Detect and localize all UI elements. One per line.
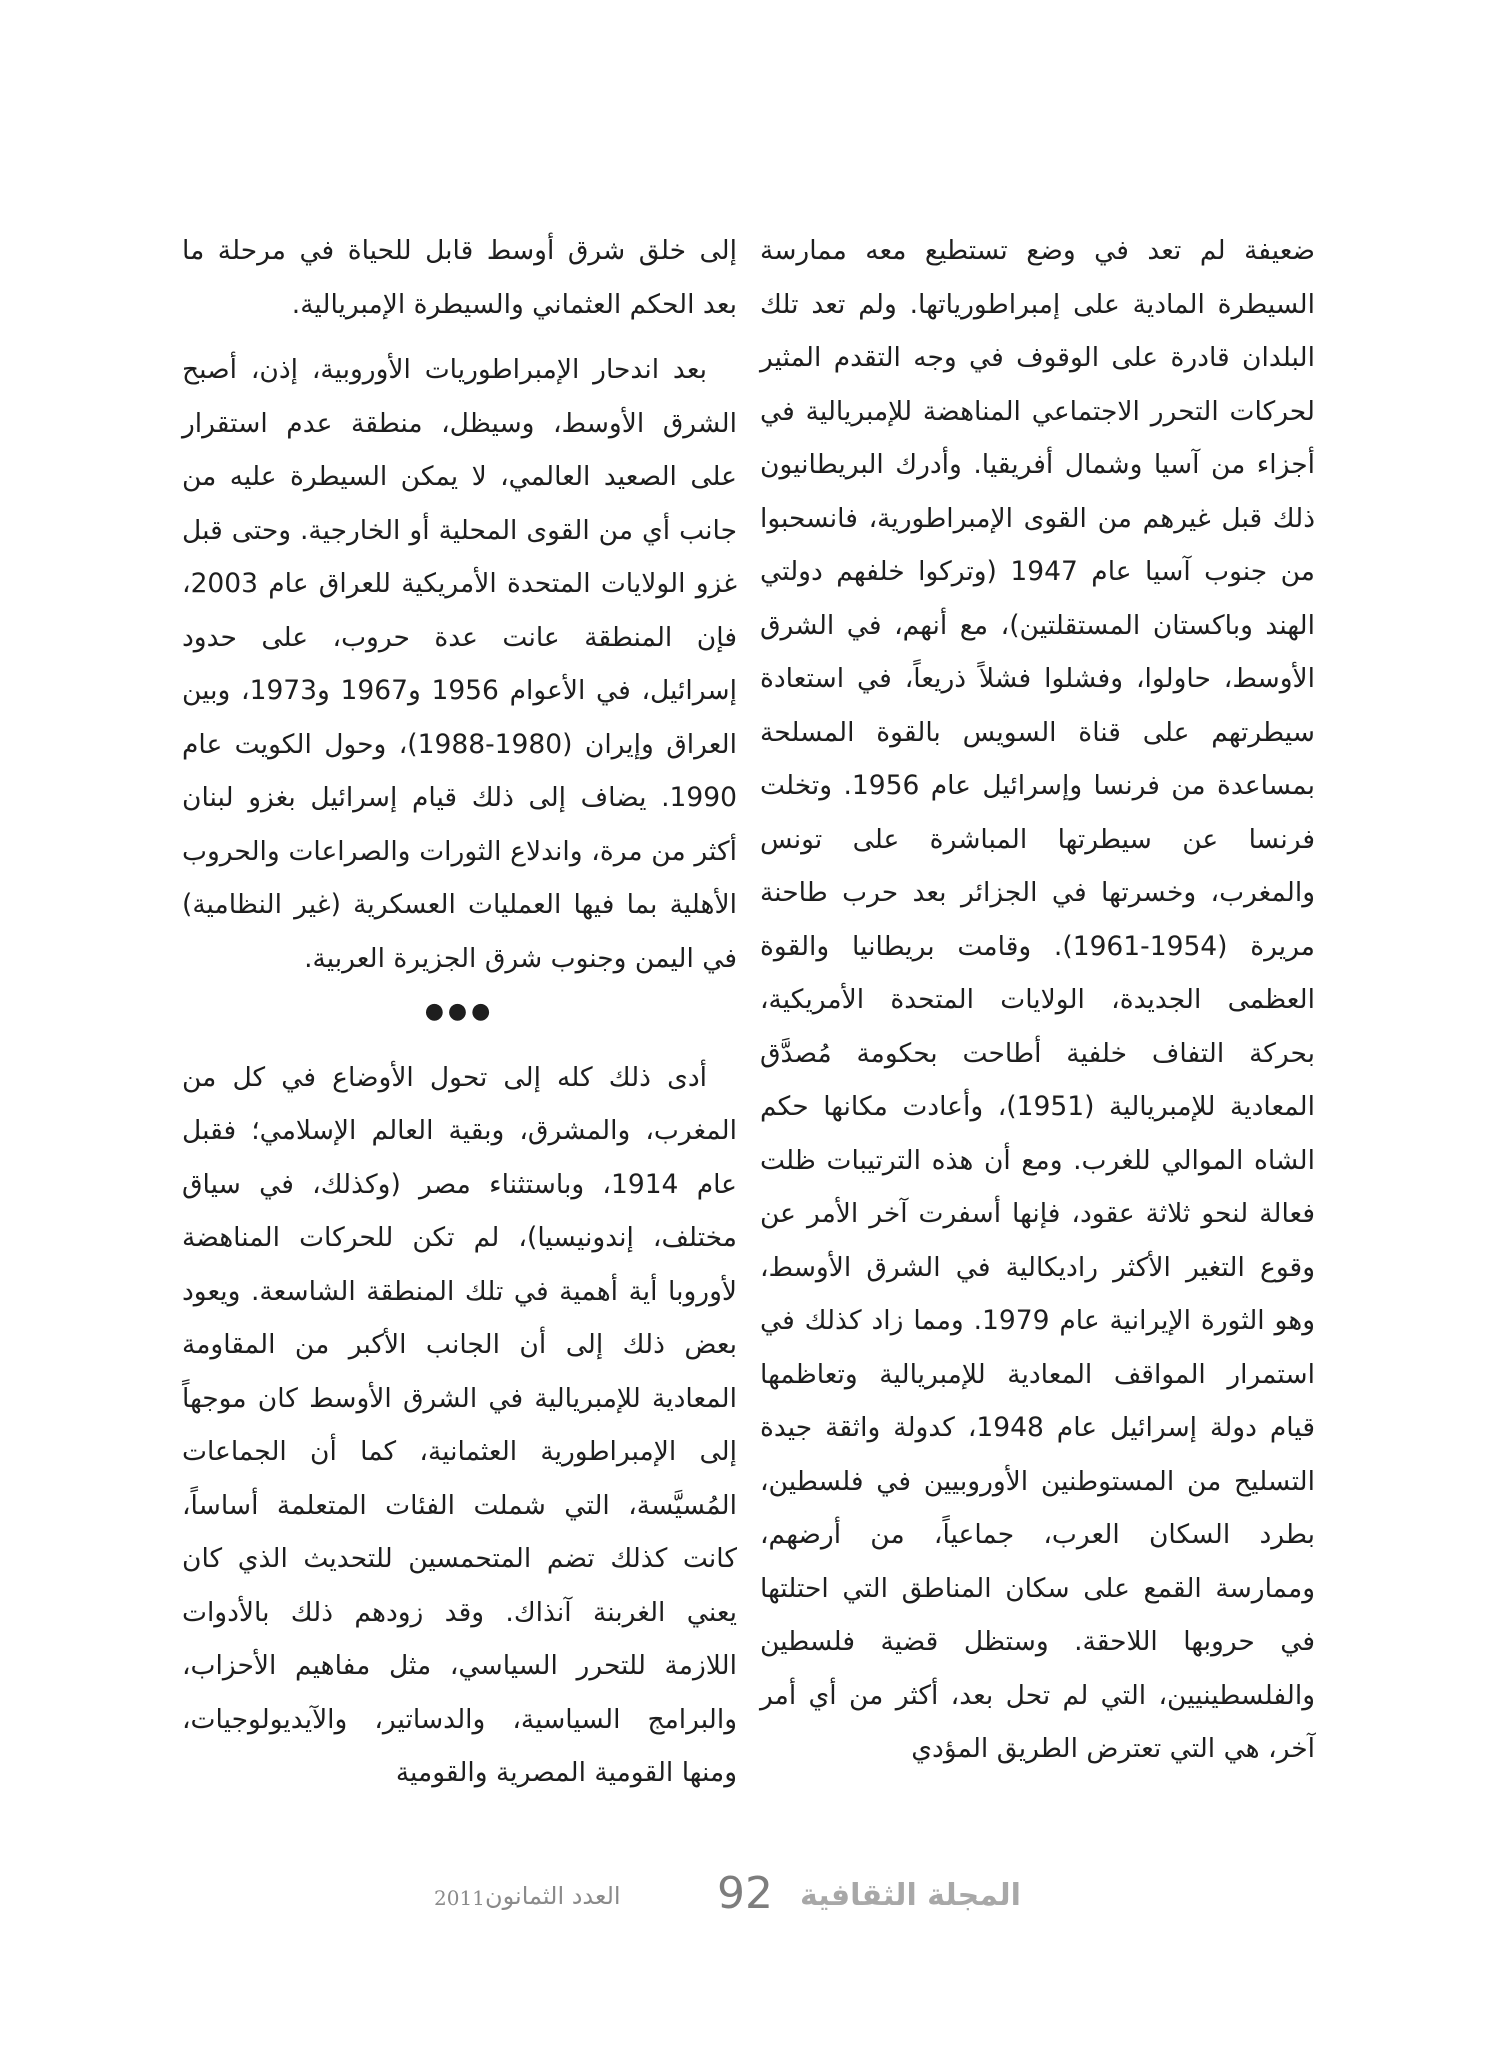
- section-separator: ●●●: [424, 999, 495, 1024]
- page-footer: [0, 1868, 1497, 1919]
- footer-year: 2011: [434, 1886, 485, 1910]
- paragraph: أدى ذلك كله إلى تحول الأوضاع في كل من المغرب، والمشرق، وبقية العالم الإسلامي؛ فقبل عام 1914، وباستثناء مصر (وكذلك، في سياق مختلف، إندونيسيا)، لم تكن للحركات المناهضة لأوروبا أية أهمية في تلك المنطقة الشاسعة. ويعود بعض ذلك إلى أن الجانب الأكبر من المقاومة المعادية للإمبريالية في الشرق الأوسط كان موجهاً إلى الإمبراطورية العثمانية، كما أن الجماعات المُسيَّسة، التي شملت الفئات المتعلمة أساساً، كانت كذلك تضم المتحمسين للتحديث الذي كان يعني الغربنة آنذاك. وقد زودهم ذلك بالأدوات اللازمة للتحرر السياسي، مثل مفاهيم الأحزاب، والبرامج السياسية، والدساتير، والآيديولوجيات، ومنها القومية المصرية والقومية: [182, 1061, 737, 1788]
- paragraph: ضعيفة لم تعد في وضع تستطيع معه ممارسة السيطرة المادية على إمبراطورياتها. ولم تعد تلك البلدان قادرة على الوقوف في وجه التقدم المثير لحركات التحرر الاجتماعي المناهضة للإمبريالية في أجزاء من آسيا وشمال أفريقيا. وأدرك البريطانيون ذلك قبل غيرهم من القوى الإمبراطورية، فانسحبوا من جنوب آسيا عام 1947 (وتركوا خلفهم دولتي الهند وباكستان المستقلتين)، مع أنهم، في الشرق الأوسط، حاولوا، وفشلوا فشلاً ذريعاً، في استعادة سيطرتهم على قناة السويس بالقوة المسلحة بمساعدة من فرنسا وإسرائيل عام 1956. وتخلت فرنسا عن سيطرتها المباشرة على تونس والمغرب، وخسرتها في الجزائر بعد حرب طاحنة مريرة (1954-1961). وقامت بريطانيا والقوة العظمى الجديدة، الولايات المتحدة الأمريكية، بحركة التفاف خلفية أطاحت بحكومة مُصدَّق المعادية للإمبريالية (1951)، وأعادت مكانها حكم الشاه الموالي للغرب. ومع أن هذه الترتيبات ظلت فعالة لنحو ثلاثة عقود، فإنها أسفرت آخر الأمر عن وقوع التغير الأكثر راديكالية في الشرق الأوسط، وهو الثورة الإيرانية عام 1979. ومما زاد كذلك في استمرار المواقف المعادية للإمبريالية وتعاظمها قيام دولة إسرائيل عام 1948، كدولة واثقة جيدة التسليح من المستوطنين الأوروبيين في فلسطين، بطرد السكان العرب، جماعياً، من أرضهم، وممارسة القمع على سكان المناطق التي احتلتها في حروبها اللاحقة. وستظل قضية فلسطين والفلسطينيين، التي لم تحل بعد، أكثر من أي أمر آخر، هي التي تعترض الطريق المؤدي: [760, 235, 1316, 1764]
- left-column: [182, 224, 737, 1800]
- magazine-name: المجلة الثقافية: [800, 1878, 1021, 1913]
- footer-issue: العدد الثمانون: [485, 1882, 621, 1910]
- paragraph: إلى خلق شرق أوسط قابل للحياة في مرحلة ما بعد الحكم العثماني والسيطرة الإمبريالية.: [182, 235, 737, 320]
- paragraph: بعد اندحار الإمبراطوريات الأوروبية، إذن، أصبح الشرق الأوسط، وسيظل، منطقة عدم استقرار على الصعيد العالمي، لا يمكن السيطرة عليه من جانب أي من القوى المحلية أو الخارجية. وحتى قبل غزو الولايات المتحدة الأمريكية للعراق عام 2003، فإن المنطقة عانت عدة حروب، على حدود إسرائيل، في الأعوام 1956 و1967 و1973، وبين العراق وإيران (1980-1988)، وحول الكويت عام 1990. يضاف إلى ذلك قيام إسرائيل بغزو لبنان أكثر من مرة، واندلاع الثورات والصراعات والحروب الأهلية بما فيها العمليات العسكرية (غير النظامية) في اليمن وجنوب شرق الجزيرة العربية.: [182, 354, 737, 974]
- right-column: [760, 224, 1315, 1776]
- page-number: 92: [717, 1868, 773, 1919]
